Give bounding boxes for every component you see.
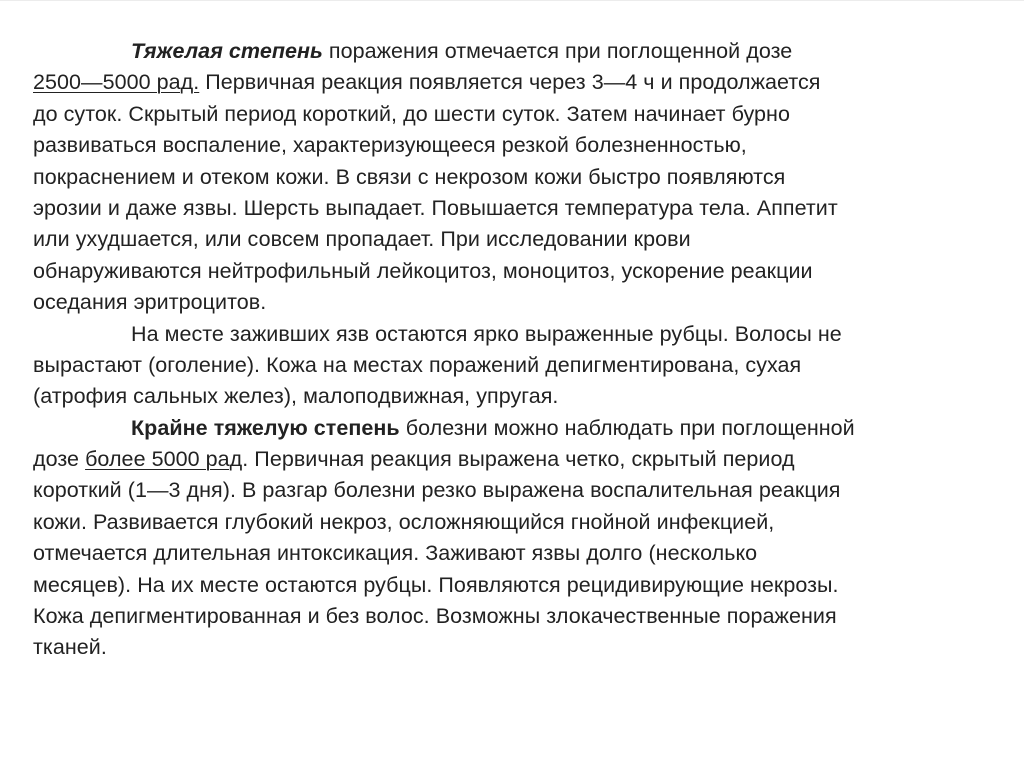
paragraph-3-line-5 bbox=[33, 538, 995, 569]
line-text: поражения отмечается при поглощенной дозе bbox=[322, 39, 793, 63]
paragraph-3-line-8 bbox=[33, 632, 995, 663]
paragraph-1-line-2 bbox=[33, 67, 995, 98]
line-text: до суток. Скрытый период короткий, до шести суток. Затем начинает бурно bbox=[33, 101, 790, 126]
paragraph-3-line-3 bbox=[33, 475, 995, 506]
line-text: (атрофия сальных желез), малоподвижная, упругая. bbox=[33, 384, 559, 409]
line-text: эрозии и даже язвы. Шерсть выпадает. Повышается температура тела. Аппетит bbox=[33, 195, 838, 220]
line-text: вырастают (оголение). Кожа на местах поражений депигментирована, сухая bbox=[33, 352, 802, 377]
paragraph-3-line-7 bbox=[33, 601, 995, 632]
paragraph-1-line-1 bbox=[33, 36, 995, 67]
paragraph-1-line-5 bbox=[33, 162, 995, 193]
paragraph-2-line-1 bbox=[33, 319, 995, 350]
line-text: месяцев). На их месте остаются рубцы. Появляются рецидивирующие некрозы. bbox=[33, 572, 839, 597]
line-text: оседания эритроцитов. bbox=[33, 290, 267, 315]
line-text: На месте заживших язв остаются ярко выраженные рубцы. Волосы не bbox=[131, 321, 842, 346]
line-text: обнаруживаются нейтрофильный лейкоцитоз, моноцитоз, ускорение реакции bbox=[33, 258, 813, 283]
dose-threshold-underlined: более 5000 рад bbox=[85, 447, 243, 472]
line-text: . Первичная реакция выражена четко, скрытый период bbox=[242, 447, 795, 472]
line-text: болезни можно наблюдать при поглощенной bbox=[399, 415, 855, 440]
paragraph-3-line-6 bbox=[33, 570, 995, 601]
line-text: Первичная реакция появляется через 3—4 ч и продолжается bbox=[199, 70, 821, 95]
line-text: или ухудшается, или совсем пропадает. При исследовании крови bbox=[33, 227, 691, 252]
paragraph-1-line-9 bbox=[33, 287, 995, 318]
line-text: тканей. bbox=[33, 635, 107, 660]
paragraph-3-line-4 bbox=[33, 507, 995, 538]
paragraph-1-line-6 bbox=[33, 193, 995, 224]
paragraph-2-line-2 bbox=[33, 350, 995, 381]
line-text: короткий (1—3 дня). В разгар болезни резко выражена воспалительная реакция bbox=[33, 478, 841, 503]
paragraph-3-line-1 bbox=[33, 413, 995, 444]
paragraph-1-line-8 bbox=[33, 256, 995, 287]
paragraph-1-line-4 bbox=[33, 130, 995, 161]
text-block bbox=[33, 36, 995, 664]
paragraph-1-line-3 bbox=[33, 99, 995, 130]
line-text: развиваться воспаление, характеризующееся резкой болезненностью, bbox=[33, 133, 747, 158]
line-text: Кожа депигментированная и без волос. Возможны злокачественные поражения bbox=[33, 604, 837, 629]
paragraph-2-line-3 bbox=[33, 381, 995, 412]
line-text: покраснением и отеком кожи. В связи с некрозом кожи быстро появляются bbox=[33, 164, 786, 189]
line-text: кожи. Развивается глубокий некроз, осложняющийся гнойной инфекцией, bbox=[33, 509, 775, 534]
line-text: дозе bbox=[33, 447, 86, 472]
dose-range-underlined: 2500—5000 рад. bbox=[33, 70, 200, 95]
extreme-degree-term: Крайне тяжелую степень bbox=[131, 415, 400, 440]
severe-degree-term: Тяжелая степень bbox=[131, 39, 323, 63]
line-text: отмечается длительная интоксикация. Заживают язвы долго (несколько bbox=[33, 541, 758, 566]
paragraph-3-line-2 bbox=[33, 444, 995, 475]
paragraph-1-line-7 bbox=[33, 224, 995, 255]
